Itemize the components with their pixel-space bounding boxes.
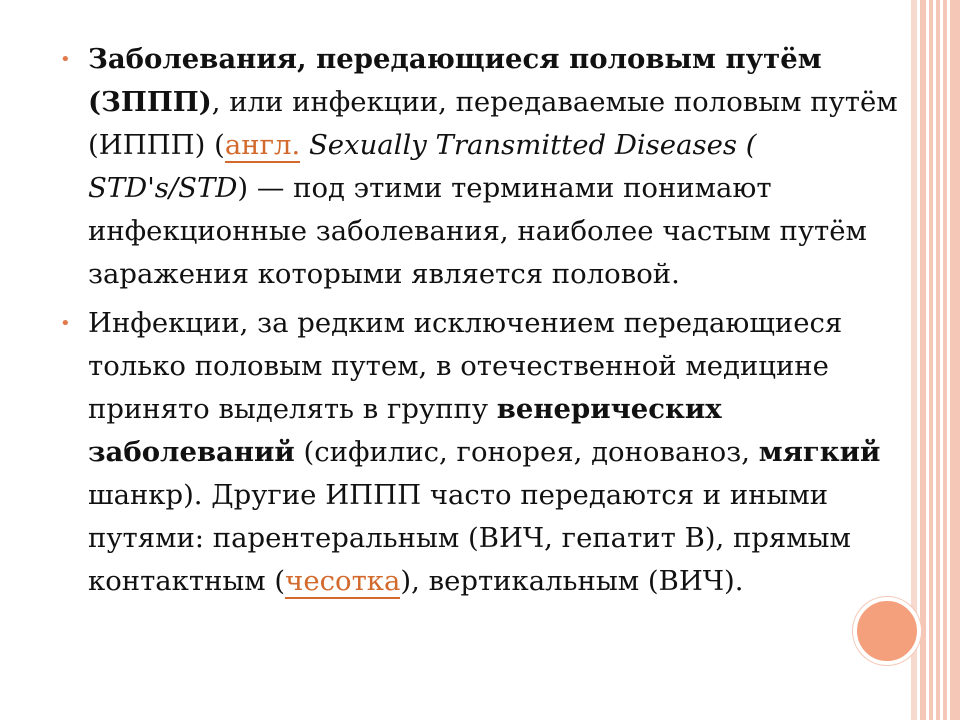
decorative-stripe-line: [926, 0, 929, 720]
paragraph-text: ) — под этими терминами понимают инфекционные заболевания, наиболее частым путём заражения которыми является половой.: [88, 172, 867, 290]
decorative-stripe-line: [940, 0, 943, 720]
paragraph-text: (сифилис, гонорея, донованоз,: [294, 436, 759, 468]
bullet-paragraph-std-definition: [60, 38, 908, 296]
paragraph-text: Инфекции, за редким исключением передающиеся только половым путем, в отечественной медицине принято выделять в группу: [88, 307, 843, 425]
bullet-icon: •: [60, 313, 71, 334]
bullet-icon: •: [60, 49, 71, 70]
paragraph-text: ), вертикальным (ВИЧ).: [400, 565, 744, 597]
link-scabies[interactable]: чесотка: [285, 565, 401, 597]
decorative-stripe-line: [947, 0, 950, 720]
link-engl[interactable]: англ.: [224, 129, 301, 161]
paragraph-text: , или инфекции, передаваемые половым путём (ИППП) (: [88, 86, 898, 161]
std-term-bold: Заболевания, передающиеся половым путём (ЗППП): [88, 43, 822, 118]
decorative-stripe-line: [933, 0, 936, 720]
english-term-italic: Sexually Transmitted Diseases ( STD's/STD: [88, 129, 757, 204]
venereal-term-bold: венерических заболеваний: [88, 393, 722, 468]
chancre-term-bold: мягкий: [758, 436, 881, 468]
slide-body: [60, 38, 908, 609]
paragraph-text: шанкр). Другие ИППП часто передаются и иными путями: парентеральным (ВИЧ, гепатит В), прямым контактным (: [88, 479, 851, 597]
bullet-paragraph-venereal: [60, 302, 908, 603]
